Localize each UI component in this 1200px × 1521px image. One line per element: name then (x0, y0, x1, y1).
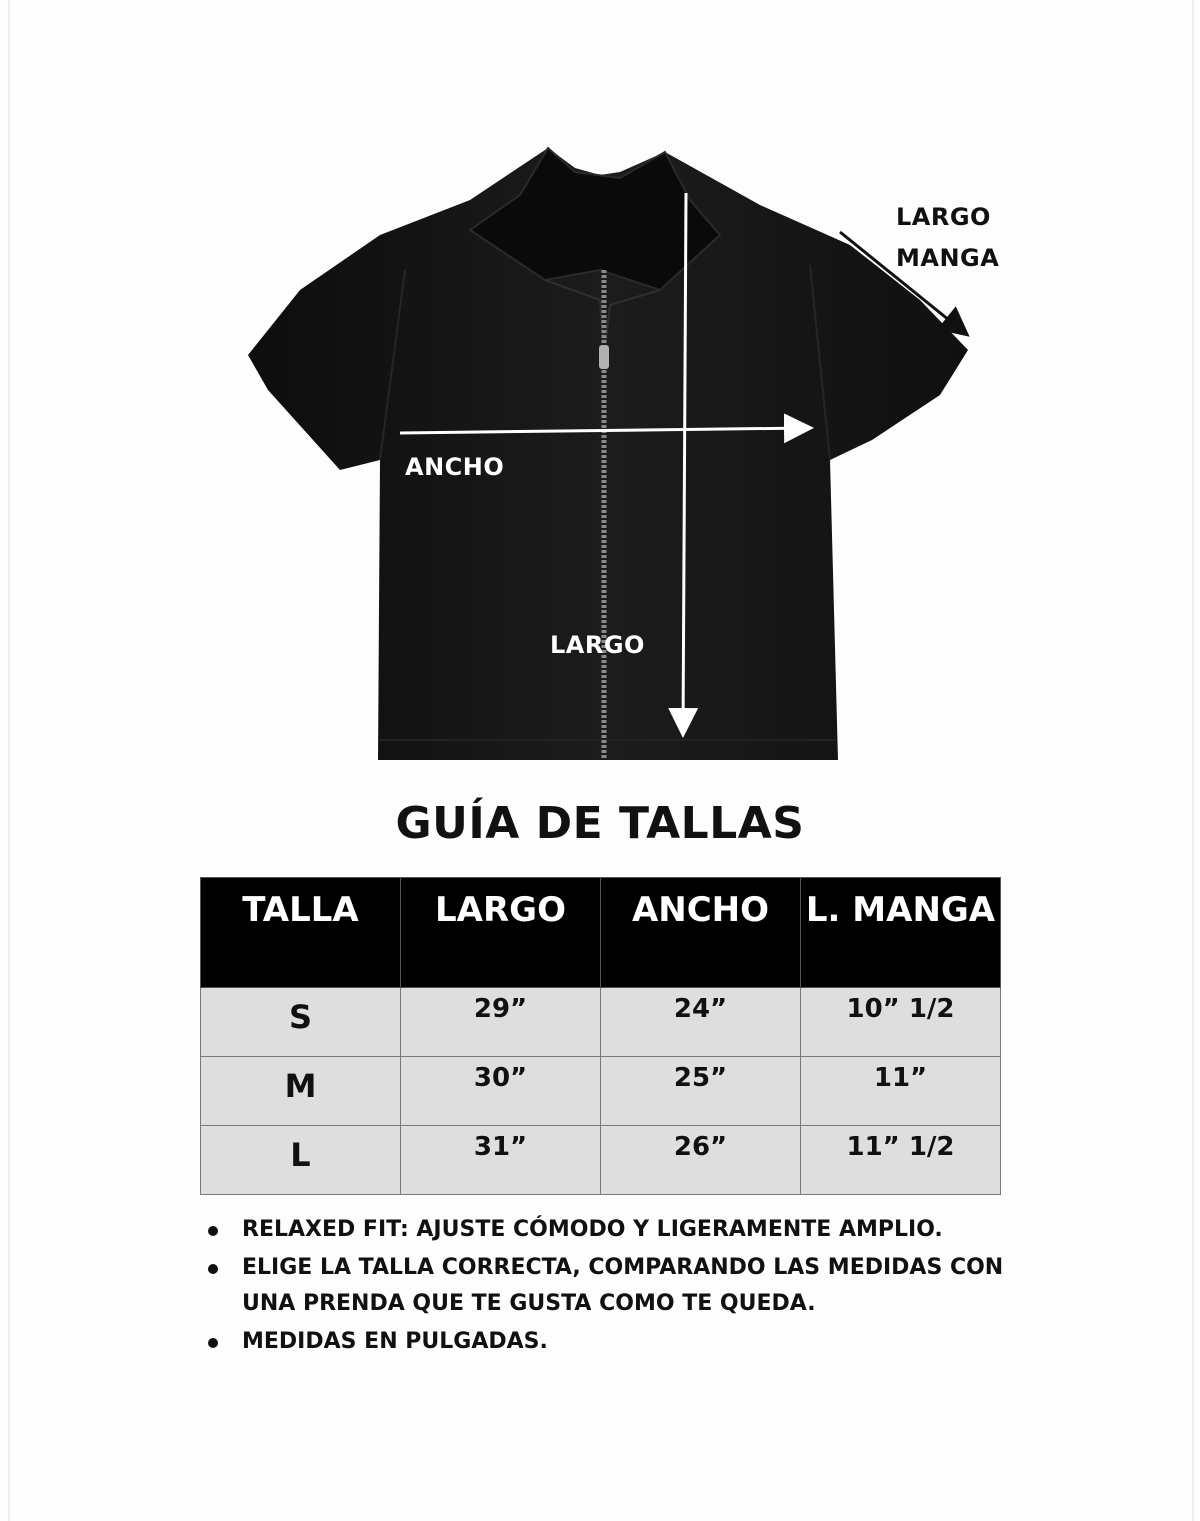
sleeve-length-cell: 11” 1/2 (801, 1126, 1001, 1195)
size-cell: M (201, 1057, 401, 1126)
zipper-pull (599, 345, 609, 369)
table-row (201, 1126, 1001, 1195)
width-cell: 24” (601, 988, 801, 1057)
header-sleeve-length: L. MANGA (801, 878, 1001, 988)
table-row (201, 1057, 1001, 1126)
notes-list (206, 1212, 1046, 1362)
width-cell: 26” (601, 1126, 801, 1195)
size-cell: S (201, 988, 401, 1057)
page-title: GUÍA DE TALLAS (395, 798, 805, 849)
list-item (206, 1250, 1046, 1322)
length-cell: 31” (401, 1126, 601, 1195)
sleeve-length-cell: 11” (801, 1057, 1001, 1126)
size-cell: L (201, 1126, 401, 1195)
sleeve-length-label: LARGO MANGA (896, 203, 1000, 272)
sleeve-length-cell: 10” 1/2 (801, 988, 1001, 1057)
list-item (206, 1212, 1046, 1248)
header-size: TALLA (201, 878, 401, 988)
table-row (201, 988, 1001, 1057)
length-cell: 30” (401, 1057, 601, 1126)
width-label: ANCHO (405, 453, 505, 481)
note-text: MEDIDAS EN PULGADAS. (242, 1329, 548, 1354)
bullet-icon (208, 1338, 218, 1348)
length-label: LARGO (550, 631, 645, 659)
length-cell: 29” (401, 988, 601, 1057)
header-length: LARGO (401, 878, 601, 988)
width-cell: 25” (601, 1057, 801, 1126)
note-text: RELAXED FIT: AJUSTE CÓMODO Y LIGERAMENTE AMPLIO. (242, 1217, 943, 1242)
header-width: ANCHO (601, 878, 801, 988)
note-text: ELIGE LA TALLA CORRECTA, COMPARANDO LAS MEDIDAS CON UNA PRENDA QUE TE GUSTA COMO TE QUEDA. (242, 1255, 1004, 1316)
size-table-header-row (201, 878, 1001, 988)
bullet-icon (208, 1264, 218, 1274)
bullet-icon (208, 1226, 218, 1236)
size-table (200, 877, 1001, 1195)
list-item (206, 1324, 1046, 1360)
